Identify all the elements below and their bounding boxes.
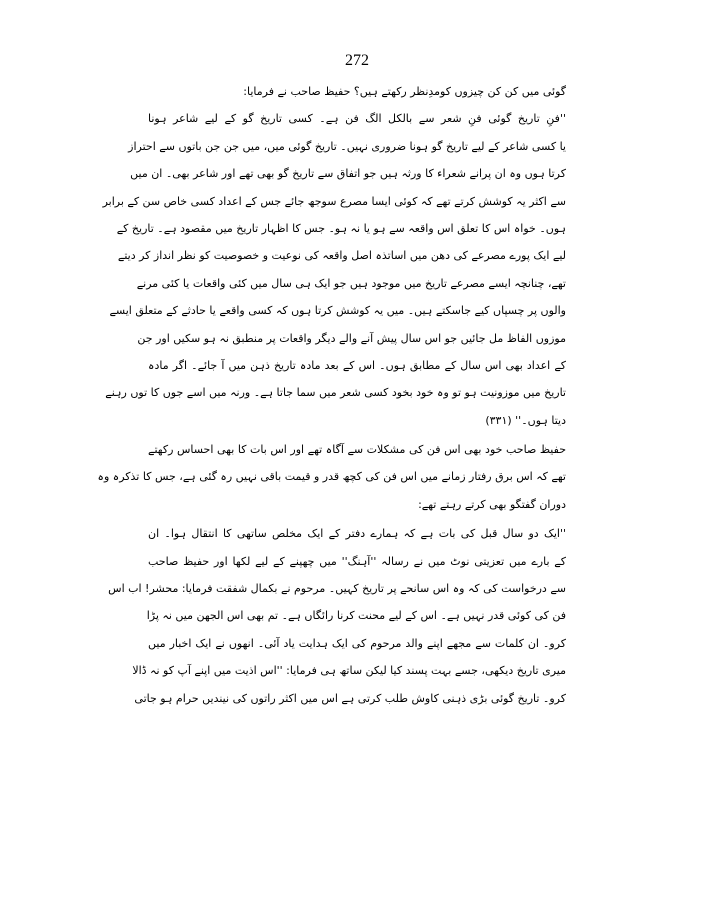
text-line: کرتا ہوں وہ ان پرانے شعراء کا ورثہ ہیں جو اتفاق سے تاریخ گو بھی تھے اور شاعر بھی۔ ان میں xyxy=(130,167,566,181)
text-line: موزوں الفاظ مل جائیں جو اس سال پیش آنے والے دیگر واقعات پر منطبق نہ ہو سکیں اور جن xyxy=(137,331,566,345)
text-line: فن کی کوئی قدر نہیں ہے۔ اس کے لیے محنت کرنا رائگاں ہے۔ تم بھی اس الجھن میں نہ پڑا xyxy=(146,609,566,623)
text-line: حفیظ صاحب خود بھی اس فن کی مشکلات سے آگاہ تھے اور اس بات کا بھی احساس رکھتے xyxy=(148,443,566,457)
text-line: سے اکثر یہ کوشش کرتے تھے کہ کوئی ایسا مصرع سوجھ جائے جس کے اعداد کسی خاص سن کے برابر xyxy=(102,194,566,208)
text-line: ہوں۔ خواہ اس کا تعلق اس واقعہ سے ہو یا نہ ہو۔ جس کا اظہار تاریخ میں مقصود ہے۔ تاریخ کے xyxy=(116,221,566,235)
text-line: تھے کہ اس برق رفتار زمانے میں اس فن کی کچھ قدر و قیمت باقی نہیں رہ گئی ہے، جس کا تذکرہ وہ xyxy=(97,470,566,484)
text-line: کے اعداد بھی اس سال کے مطابق ہوں۔ اس کے بعد مادہ تاریخ ذہن میں آ جائے۔ اگر مادہ xyxy=(148,358,566,372)
text-line: یا کسی شاعر کے لیے تاریخ گو ہونا ضروری نہیں۔ تاریخ گوئی میں، میں جن جن باتوں سے احتراز xyxy=(128,139,566,153)
text-line: کرو۔ تاریخ گوئی بڑی ذہنی کاوش طلب کرتی ہے اس میں اکثر راتوں کی نیندیں حرام ہو جاتی xyxy=(134,691,566,705)
text-line: والوں پر چسپاں کیے جاسکتے ہیں۔ میں یہ کوشش کرتا ہوں کہ کسی واقعے یا حادثے کے متعلق ایسے xyxy=(109,304,566,318)
text-line: کرو۔ ان کلمات سے مجھے اپنے والد مرحوم کی ایک ہدایت یاد آئی۔ انھوں نے ایک اخبار میں xyxy=(148,636,566,650)
text-line: سے درخواست کی کہ وہ اس سانحے پر تاریخ کہیں۔ مرحوم نے بکمال شفقت فرمایا: محشر! اب اس xyxy=(108,582,566,596)
text-line: لیے ایک پورے مصرعے کی دھن میں اساتذہ اصل واقعہ کی نوعیت و خصوصیت کو نظر انداز کر دیتے xyxy=(117,249,566,263)
text-line: میری تاریخ دیکھی، جسے بہت پسند کیا لیکن ساتھ ہی فرمایا: ''اس اذیت میں اپنے آپ کو نہ ڈالا xyxy=(132,664,566,678)
text-line: تاریخ میں موزونیت ہو تو وہ خود بخود کسی شعر میں سما جاتا ہے۔ ورنہ میں اسے جوں کا توں رہنے xyxy=(105,386,566,400)
text-line: کے بارے میں تعزیتی نوٹ میں نے رسالہ ''آہنگ'' میں چھپنے کے لیے لکھا اور حفیظ صاحب xyxy=(148,554,566,568)
text-line: ''ایک دو سال قبل کی بات ہے کہ ہمارے دفتر کے ایک مخلص ساتھی کا انتقال ہوا۔ ان xyxy=(148,527,566,541)
text-line: ''فنِ تاریخ گوئی فنِ شعر سے بالکل الگ فن ہے۔ کسی تاریخ گو کے لیے شاعر ہونا xyxy=(148,112,566,126)
page-number: 272 xyxy=(345,52,369,69)
text-line: دیتا ہوں۔'' (۳۳۱) xyxy=(485,413,566,427)
text-line: دوران گفتگو بھی کرتے رہتے تھے: xyxy=(418,497,566,511)
text-line: گوئی میں کن کن چیزوں کومدِنظر رکھتے ہیں؟ حفیظ صاحب نے فرمایا: xyxy=(243,85,566,98)
body-text xyxy=(97,78,566,712)
text-line: تھے، چنانچہ ایسے مصرعے تاریخ میں موجود ہیں جو ایک ہی سال میں کئی واقعات یا کئی مرنے xyxy=(136,276,566,290)
